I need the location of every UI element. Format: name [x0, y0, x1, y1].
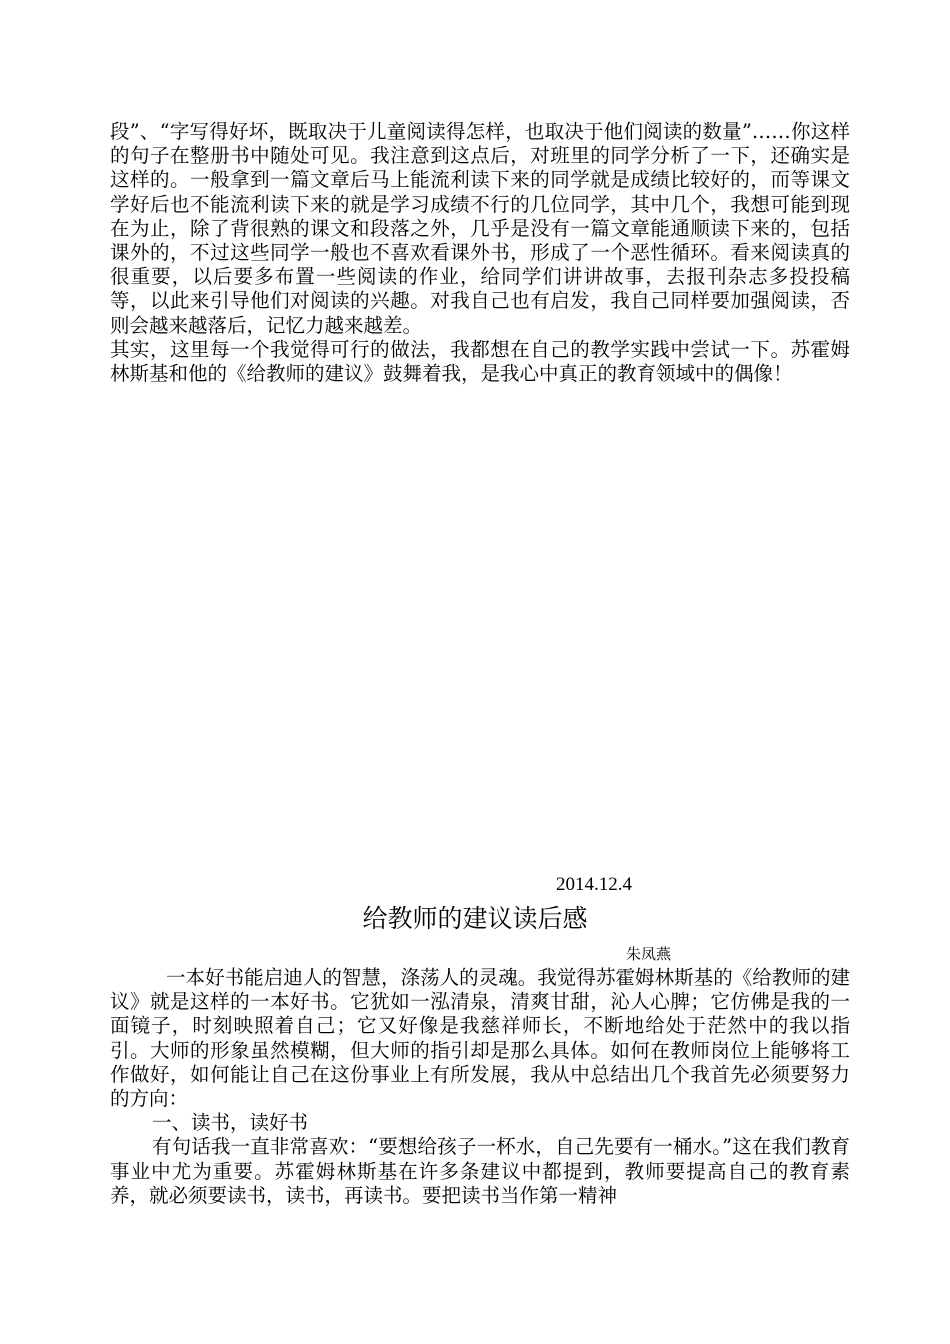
- article-author: 朱凤燕: [626, 945, 672, 963]
- article-body: [110, 966, 850, 1208]
- intro-paragraph: 一本好书能启迪人的智慧，涤荡人的灵魂。我觉得苏霍姆林斯基的《给教师的建议》就是这样的一本好书。它犹如一泓清泉，清爽甘甜，沁人心脾；它仿佛是我的一面镜子，时刻映照着自己；它又好像是我慈祥师长，不断地给处于茫然中的我以指引。大师的形象虽然模糊，但大师的指引却是那么具体。如何在教师岗位上能够将工作做好，如何能让自己在这份事业上有所发展，我从中总结出几个我首先必须要努力的方向：: [110, 966, 850, 1111]
- article-title: 给教师的建议读后感: [362, 904, 588, 933]
- body-paragraph: 有句话我一直非常喜欢：“要想给孩子一杯水，自己先要有一桶水。”这在我们教育事业中尤为重要。苏霍姆林斯基在许多条建议中都提到，教师要提高自己的教育素养，就必须要读书，读书，再读书。要把读书当作第一精神: [110, 1135, 850, 1207]
- body-paragraph: 段”、“字写得好坏，既取决于儿童阅读得怎样，也取决于他们阅读的数量”……你这样的句子在整册书中随处可见。我注意到这点后，对班里的同学分析了一下，还确实是这样的。一般拿到一篇文章后马上能流利读下来的同学就是成绩比较好的，而等课文学好后也不能流利读下来的就是学习成绩不行的几位同学，其中几个，我想可能到现在为止，除了背很熟的课文和段落之外，几乎是没有一篇文章能通顺读下来的，包括课外的，不过这些同学一般也不喜欢看课外书，形成了一个恶性循环。看来阅读真的很重要，以后要多布置一些阅读的作业，给同学们讲讲故事，去报刊杂志多投投稿等，以此来引导他们对阅读的兴趣。对我自己也有启发，我自己同样要加强阅读，否则会越来越落后，记忆力越来越差。: [110, 120, 850, 337]
- section-heading: 一、读书，读好书: [152, 1111, 309, 1135]
- closing-paragraph: 其实，这里每一个我觉得可行的做法，我都想在自己的教学实践中尝试一下。苏霍姆林斯基和他的《给教师的建议》鼓舞着我，是我心中真正的教育领域中的偶像！: [110, 337, 850, 386]
- previous-article-continuation: [110, 120, 850, 386]
- article-date: 2014.12.4: [556, 874, 632, 895]
